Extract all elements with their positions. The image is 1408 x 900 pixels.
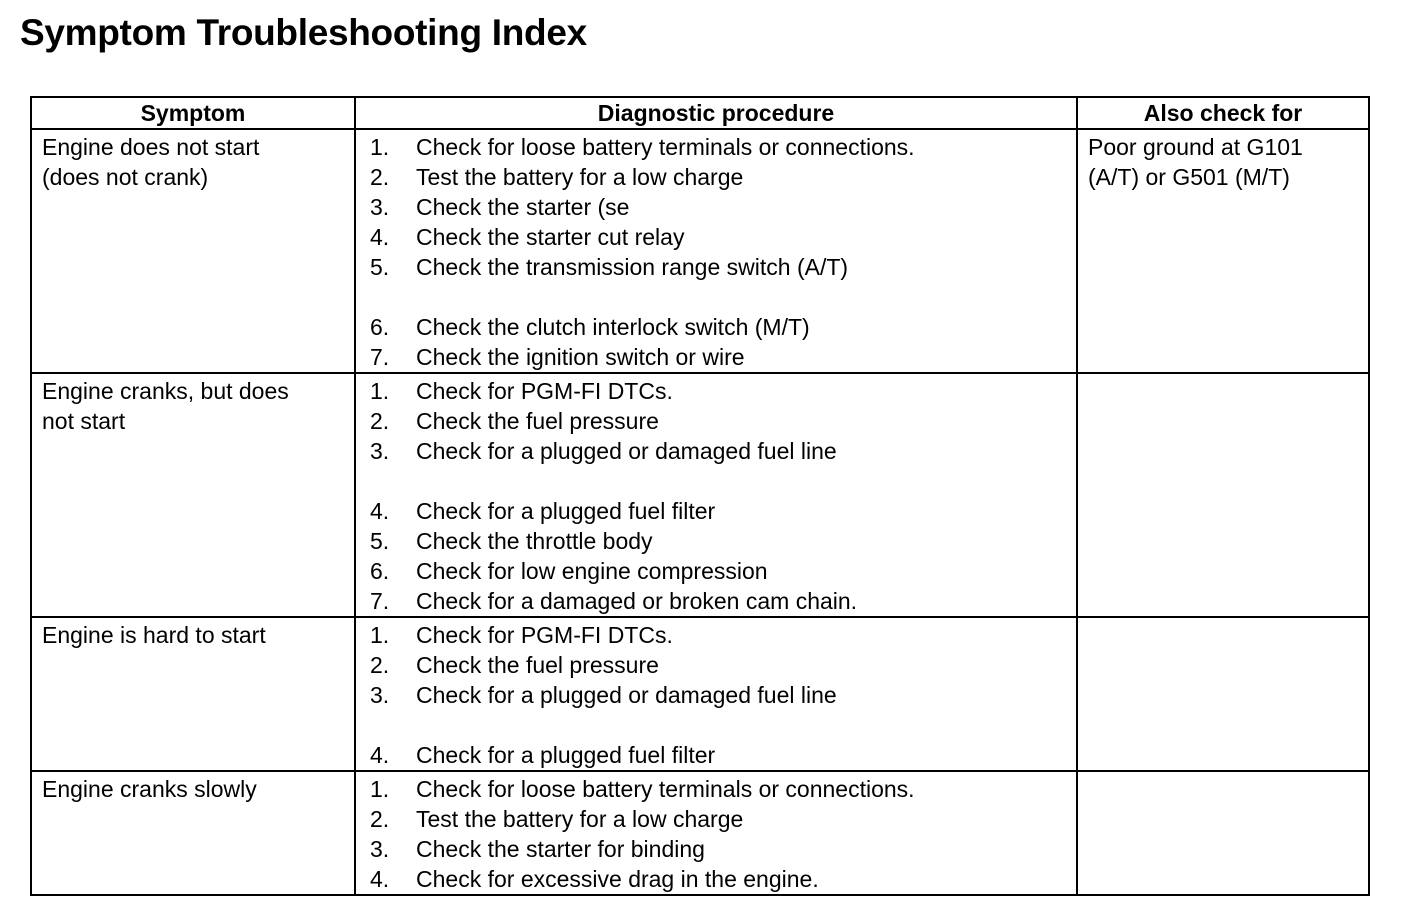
symptom-cell: Engine does not start (does not crank) — [31, 129, 355, 373]
table-row — [31, 129, 1369, 373]
step-text: Check for loose battery terminals or connections. — [416, 134, 915, 160]
header-also-check-for: Also check for — [1077, 97, 1369, 129]
step-text: Check for a damaged or broken cam chain. — [416, 588, 858, 614]
step-number: 7. — [370, 344, 390, 370]
procedure-step — [366, 556, 1066, 586]
procedure-list — [366, 620, 1066, 770]
procedure-cell — [355, 617, 1077, 771]
table-row — [31, 373, 1369, 617]
step-number: 6. — [370, 558, 390, 584]
procedure-step — [366, 740, 1066, 770]
step-text: Check for a plugged fuel filter — [416, 498, 716, 524]
step-number: 5. — [370, 528, 390, 554]
procedure-list — [366, 132, 1066, 372]
step-text: Test the battery for a low charge — [416, 806, 744, 832]
symptom-cell: Engine cranks slowly — [31, 771, 355, 895]
procedure-list — [366, 376, 1066, 616]
step-text: Check for loose battery terminals or connections. — [416, 776, 915, 802]
also-check-cell — [1077, 617, 1369, 771]
step-number: 3. — [370, 438, 390, 464]
step-text: Check the transmission range switch (A/T) — [416, 254, 849, 280]
symptom-cell: Engine cranks, but does not start — [31, 373, 355, 617]
step-number: 7. — [370, 588, 390, 614]
step-text: Check for PGM-FI DTCs. — [416, 622, 673, 648]
step-text: Check for a plugged or damaged fuel line — [416, 438, 837, 464]
procedure-step — [366, 680, 1066, 710]
procedure-step — [366, 526, 1066, 556]
table-header-row — [31, 97, 1369, 129]
table-row — [31, 617, 1369, 771]
procedure-step — [366, 834, 1066, 864]
page-title: Symptom Troubleshooting Index — [20, 12, 587, 53]
procedure-cell — [355, 129, 1077, 373]
procedure-step — [366, 192, 1066, 222]
procedure-step — [366, 162, 1066, 192]
step-number: 2. — [370, 408, 390, 434]
procedure-step — [366, 804, 1066, 834]
procedure-step — [366, 222, 1066, 252]
step-number: 4. — [370, 742, 390, 768]
step-text: Check the ignition switch or wire — [416, 344, 745, 370]
step-text: Check for low engine compression — [416, 558, 768, 584]
step-number: 1. — [370, 378, 390, 404]
step-number: 1. — [370, 776, 390, 802]
step-text: Check for a plugged or damaged fuel line — [416, 682, 837, 708]
step-number: 2. — [370, 164, 390, 190]
procedure-step — [366, 496, 1066, 526]
step-text: Test the battery for a low charge — [416, 164, 744, 190]
step-number: 3. — [370, 194, 390, 220]
procedure-step — [366, 342, 1066, 372]
step-text: Check the throttle body — [416, 528, 653, 554]
procedure-step — [366, 132, 1066, 162]
procedure-step — [366, 436, 1066, 466]
symptom-cell: Engine is hard to start — [31, 617, 355, 771]
header-diagnostic-procedure: Diagnostic procedure — [355, 97, 1077, 129]
procedure-list — [366, 774, 1066, 894]
step-text: Check the fuel pressure — [416, 408, 659, 434]
also-check-cell — [1077, 771, 1369, 895]
step-text: Check the starter for binding — [416, 836, 705, 862]
procedure-step — [366, 312, 1066, 342]
step-text: Check for PGM-FI DTCs. — [416, 378, 673, 404]
procedure-step — [366, 620, 1066, 650]
procedure-step — [366, 376, 1066, 406]
step-number: 1. — [370, 622, 390, 648]
step-text: Check the starter (se — [416, 194, 630, 220]
header-symptom: Symptom — [31, 97, 355, 129]
procedure-step — [366, 650, 1066, 680]
step-number: 2. — [370, 806, 390, 832]
step-number: 4. — [370, 498, 390, 524]
step-text: Check for excessive drag in the engine. — [416, 866, 819, 892]
troubleshooting-table — [30, 96, 1370, 896]
procedure-step — [366, 406, 1066, 436]
step-text: Check the fuel pressure — [416, 652, 659, 678]
step-number: 1. — [370, 134, 390, 160]
table-row — [31, 771, 1369, 895]
also-check-cell: Poor ground at G101 (A/T) or G501 (M/T) — [1077, 129, 1369, 373]
step-number: 3. — [370, 682, 390, 708]
procedure-step — [366, 586, 1066, 616]
step-number: 3. — [370, 836, 390, 862]
step-number: 4. — [370, 224, 390, 250]
procedure-cell — [355, 771, 1077, 895]
procedure-cell — [355, 373, 1077, 617]
step-number: 4. — [370, 866, 390, 892]
also-check-cell — [1077, 373, 1369, 617]
procedure-step — [366, 252, 1066, 282]
step-number: 5. — [370, 254, 390, 280]
procedure-step — [366, 774, 1066, 804]
step-text: Check the clutch interlock switch (M/T) — [416, 314, 810, 340]
step-number: 2. — [370, 652, 390, 678]
step-text: Check for a plugged fuel filter — [416, 742, 716, 768]
step-number: 6. — [370, 314, 390, 340]
procedure-step — [366, 864, 1066, 894]
step-text: Check the starter cut relay — [416, 224, 685, 250]
